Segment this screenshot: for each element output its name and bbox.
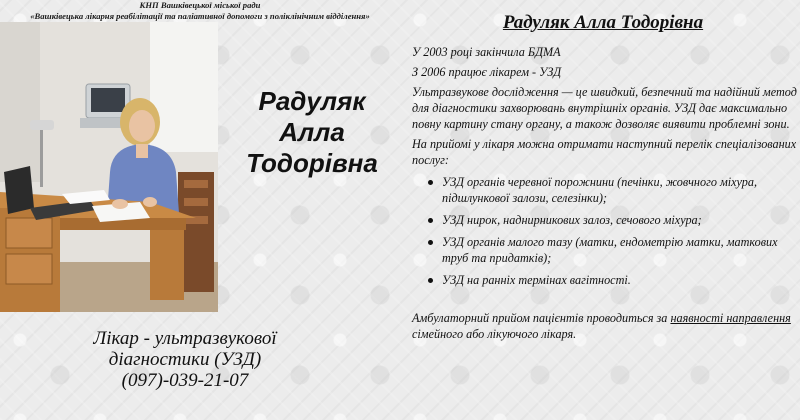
appointment-note [412, 310, 800, 342]
doctor-position [40, 328, 330, 391]
doctor-patronymic: Тодорівна [246, 148, 378, 178]
organization-header [0, 0, 400, 22]
doctor-photo-icon [0, 22, 218, 312]
experience-text: З 2006 працює лікарем - УЗД [412, 65, 562, 79]
service-item: УЗД нирок, наднирникових залоз, сечового міхура; [428, 212, 800, 228]
info-title: Радуляк Алла Тодорівна [502, 12, 704, 33]
services-intro: На прийомі у лікаря можна отримати наступний перелік спеціалізованих послуг: [412, 137, 797, 167]
doctor-photo [0, 22, 218, 312]
position-line-1: Лікар - ультразвукової [93, 328, 277, 349]
appointment-note-end: сімейного або лікуючого лікаря. [412, 327, 577, 341]
position-line-2: діагностики (УЗД) [108, 349, 262, 370]
service-item: УЗД органів малого тазу (матки, ендометрію матки, маткових труб та придатків); [428, 234, 800, 266]
service-item: УЗД органів черевної порожнини (печінки, жовчного міхура, підшлункової залози, селезінки); [428, 174, 800, 206]
doctor-name-large [222, 86, 402, 179]
service-item: УЗД на ранніх термінах вагітності. [428, 272, 800, 288]
ultrasound-description: Ультразвукове дослідження — це швидкий, безпечний та надійний метод для діагностики захворювань внутрішніх органів. УЗД дає максимально повну картину стану органу, а також дозволяє виявити проблемні зони. [412, 85, 797, 131]
appointment-note-underlined: наявності направлення [670, 311, 791, 325]
phone-number: (097)-039-21-07 [121, 370, 249, 391]
header-line-1: КНП Вашківецької міської ради [139, 0, 261, 10]
doctor-first-name: Алла [279, 117, 345, 147]
doctor-info-panel [412, 12, 800, 346]
education-text: У 2003 році закінчила БДМА [412, 45, 561, 59]
services-list [428, 174, 800, 288]
doctor-surname: Радуляк [258, 86, 366, 116]
header-line-2: «Вашківецька лікарня реабілітації та паліативної допомоги з поліклінічним відділення» [30, 11, 370, 21]
appointment-note-start: Амбулаторний прийом пацієнтів проводиться за [412, 311, 671, 325]
